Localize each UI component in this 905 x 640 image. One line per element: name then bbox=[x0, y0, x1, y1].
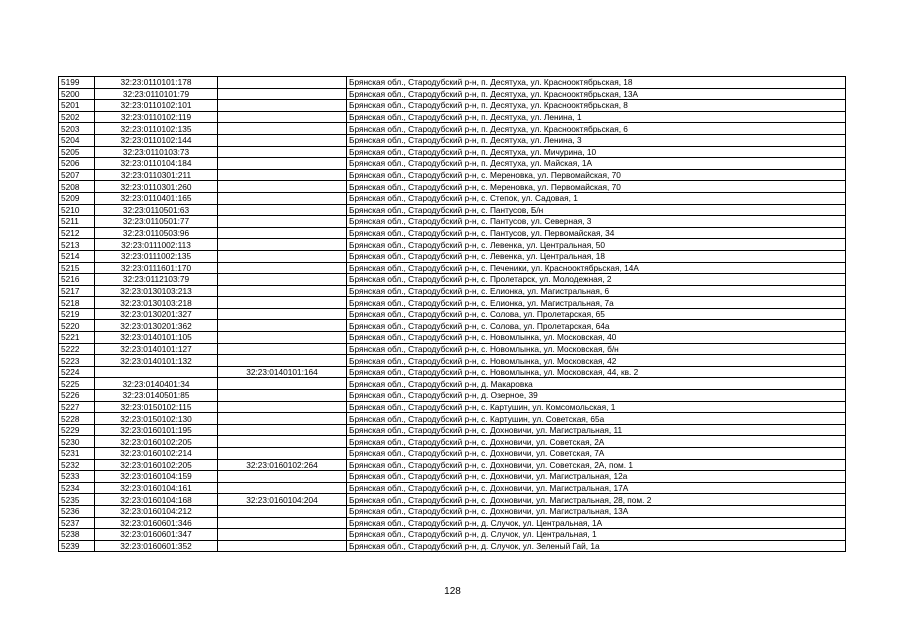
row-number-cell: 5204 bbox=[59, 134, 95, 146]
address-cell: Брянская обл., Стародубский р-н, с. Пантусов, Б/н bbox=[347, 204, 846, 216]
cadastral-number-cell: 32:23:0110104:184 bbox=[95, 158, 218, 170]
row-number-cell: 5233 bbox=[59, 471, 95, 483]
address-cell: Брянская обл., Стародубский р-н, п. Десятуха, ул. Краснооктябрьская, 6 bbox=[347, 123, 846, 135]
row-number-cell: 5238 bbox=[59, 529, 95, 541]
row-number-cell: 5205 bbox=[59, 146, 95, 158]
cadastral-number-cell: 32:23:0160601:346 bbox=[95, 517, 218, 529]
related-cadastral-number-cell bbox=[218, 448, 347, 460]
table-row bbox=[59, 297, 846, 309]
row-number-cell: 5218 bbox=[59, 297, 95, 309]
table-row bbox=[59, 390, 846, 402]
related-cadastral-number-cell bbox=[218, 192, 347, 204]
related-cadastral-number-cell bbox=[218, 181, 347, 193]
registry-table bbox=[58, 76, 846, 552]
address-cell: Брянская обл., Стародубский р-н, с. Картушин, ул. Комсомольская, 1 bbox=[347, 401, 846, 413]
related-cadastral-number-cell bbox=[218, 320, 347, 332]
table-row bbox=[59, 448, 846, 460]
address-cell: Брянская обл., Стародубский р-н, д. Случок, ул. Зеленый Гай, 1а bbox=[347, 540, 846, 552]
row-number-cell: 5239 bbox=[59, 540, 95, 552]
cadastral-number-cell: 32:23:0110102:101 bbox=[95, 100, 218, 112]
table-row bbox=[59, 366, 846, 378]
table-row bbox=[59, 204, 846, 216]
address-cell: Брянская обл., Стародубский р-н, с. Пантусов, ул. Первомайская, 34 bbox=[347, 227, 846, 239]
cadastral-number-cell: 32:23:0110301:211 bbox=[95, 169, 218, 181]
address-cell: Брянская обл., Стародубский р-н, с. Новомлынка, ул. Московская, 40 bbox=[347, 332, 846, 344]
row-number-cell: 5212 bbox=[59, 227, 95, 239]
cadastral-number-cell: 32:23:0160101:195 bbox=[95, 424, 218, 436]
table-row bbox=[59, 100, 846, 112]
cadastral-number-cell: 32:23:0130201:327 bbox=[95, 308, 218, 320]
related-cadastral-number-cell bbox=[218, 262, 347, 274]
table-row bbox=[59, 529, 846, 541]
row-number-cell: 5230 bbox=[59, 436, 95, 448]
cadastral-number-cell: 32:23:0160104:168 bbox=[95, 494, 218, 506]
address-cell: Брянская обл., Стародубский р-н, с. Елионка, ул. Магистральная, 6 bbox=[347, 285, 846, 297]
related-cadastral-number-cell bbox=[218, 505, 347, 517]
address-cell: Брянская обл., Стародубский р-н, с. Дохновичи, ул. Магистральная, 11 bbox=[347, 424, 846, 436]
cadastral-number-cell: 32:23:0110101:178 bbox=[95, 77, 218, 89]
address-cell: Брянская обл., Стародубский р-н, п. Десятуха, ул. Ленина, 3 bbox=[347, 134, 846, 146]
related-cadastral-number-cell bbox=[218, 355, 347, 367]
table-row bbox=[59, 413, 846, 425]
related-cadastral-number-cell: 32:23:0160102:264 bbox=[218, 459, 347, 471]
table-row bbox=[59, 134, 846, 146]
related-cadastral-number-cell bbox=[218, 285, 347, 297]
related-cadastral-number-cell bbox=[218, 297, 347, 309]
related-cadastral-number-cell bbox=[218, 401, 347, 413]
related-cadastral-number-cell bbox=[218, 274, 347, 286]
address-cell: Брянская обл., Стародубский р-н, с. Мереновка, ул. Первомайская, 70 bbox=[347, 181, 846, 193]
cadastral-number-cell: 32:23:0110503:96 bbox=[95, 227, 218, 239]
row-number-cell: 5231 bbox=[59, 448, 95, 460]
table-row bbox=[59, 169, 846, 181]
cadastral-number-cell: 32:23:0160102:205 bbox=[95, 436, 218, 448]
table-row bbox=[59, 320, 846, 332]
row-number-cell: 5207 bbox=[59, 169, 95, 181]
related-cadastral-number-cell bbox=[218, 378, 347, 390]
address-cell: Брянская обл., Стародубский р-н, п. Десятуха, ул. Краснооктябрьская, 18 bbox=[347, 77, 846, 89]
table-row bbox=[59, 332, 846, 344]
table-row bbox=[59, 459, 846, 471]
row-number-cell: 5216 bbox=[59, 274, 95, 286]
address-cell: Брянская обл., Стародубский р-н, д. Макаровка bbox=[347, 378, 846, 390]
related-cadastral-number-cell bbox=[218, 517, 347, 529]
related-cadastral-number-cell bbox=[218, 390, 347, 402]
page-number: 128 bbox=[444, 586, 461, 597]
cadastral-number-cell: 32:23:0150102:130 bbox=[95, 413, 218, 425]
address-cell: Брянская обл., Стародубский р-н, с. Солова, ул. Пролетарская, 64а bbox=[347, 320, 846, 332]
address-cell: Брянская обл., Стародубский р-н, с. Елионка, ул. Магистральная, 7а bbox=[347, 297, 846, 309]
address-cell: Брянская обл., Стародубский р-н, с. Дохновичи, ул. Магистральная, 13А bbox=[347, 505, 846, 517]
related-cadastral-number-cell bbox=[218, 227, 347, 239]
cadastral-number-cell: 32:23:0160104:212 bbox=[95, 505, 218, 517]
address-cell: Брянская обл., Стародубский р-н, с. Пантусов, ул. Северная, 3 bbox=[347, 216, 846, 228]
related-cadastral-number-cell bbox=[218, 540, 347, 552]
row-number-cell: 5219 bbox=[59, 308, 95, 320]
cadastral-number-cell: 32:23:0150102:115 bbox=[95, 401, 218, 413]
related-cadastral-number-cell bbox=[218, 111, 347, 123]
address-cell: Брянская обл., Стародубский р-н, с. Левенка, ул. Центральная, 50 bbox=[347, 239, 846, 251]
cadastral-number-cell: 32:23:0140501:85 bbox=[95, 390, 218, 402]
related-cadastral-number-cell bbox=[218, 158, 347, 170]
table-row bbox=[59, 262, 846, 274]
related-cadastral-number-cell bbox=[218, 134, 347, 146]
related-cadastral-number-cell bbox=[218, 250, 347, 262]
cadastral-number-cell: 32:23:0110301:260 bbox=[95, 181, 218, 193]
table-row bbox=[59, 355, 846, 367]
cadastral-number-cell: 32:23:0160102:214 bbox=[95, 448, 218, 460]
cadastral-number-cell: 32:23:0110102:119 bbox=[95, 111, 218, 123]
related-cadastral-number-cell bbox=[218, 413, 347, 425]
related-cadastral-number-cell: 32:23:0160104:204 bbox=[218, 494, 347, 506]
address-cell: Брянская обл., Стародубский р-н, п. Десятуха, ул. Краснооктябрьская, 8 bbox=[347, 100, 846, 112]
table-row bbox=[59, 181, 846, 193]
cadastral-number-cell: 32:23:0160601:352 bbox=[95, 540, 218, 552]
cadastral-number-cell: 32:23:0111601:170 bbox=[95, 262, 218, 274]
table-row bbox=[59, 471, 846, 483]
address-cell: Брянская обл., Стародубский р-н, с. Новомлынка, ул. Московская, б/н bbox=[347, 343, 846, 355]
address-cell: Брянская обл., Стародубский р-н, п. Десятуха, ул. Ленина, 1 bbox=[347, 111, 846, 123]
row-number-cell: 5222 bbox=[59, 343, 95, 355]
cadastral-number-cell: 32:23:0112103:79 bbox=[95, 274, 218, 286]
row-number-cell: 5237 bbox=[59, 517, 95, 529]
row-number-cell: 5211 bbox=[59, 216, 95, 228]
row-number-cell: 5200 bbox=[59, 88, 95, 100]
related-cadastral-number-cell bbox=[218, 100, 347, 112]
table-row bbox=[59, 216, 846, 228]
table-row bbox=[59, 227, 846, 239]
table-row bbox=[59, 146, 846, 158]
related-cadastral-number-cell bbox=[218, 424, 347, 436]
cadastral-number-cell: 32:23:0110102:144 bbox=[95, 134, 218, 146]
table-row bbox=[59, 192, 846, 204]
cadastral-number-cell: 32:23:0111002:113 bbox=[95, 239, 218, 251]
related-cadastral-number-cell bbox=[218, 529, 347, 541]
table-row bbox=[59, 424, 846, 436]
cadastral-number-cell: 32:23:0140101:127 bbox=[95, 343, 218, 355]
row-number-cell: 5225 bbox=[59, 378, 95, 390]
table-row bbox=[59, 308, 846, 320]
address-cell: Брянская обл., Стародубский р-н, с. Дохновичи, ул. Магистральная, 28, пом. 2 bbox=[347, 494, 846, 506]
address-cell: Брянская обл., Стародубский р-н, д. Озерное, 39 bbox=[347, 390, 846, 402]
row-number-cell: 5203 bbox=[59, 123, 95, 135]
cadastral-number-cell: 32:23:0110501:63 bbox=[95, 204, 218, 216]
cadastral-number-cell: 32:23:0130103:218 bbox=[95, 297, 218, 309]
table-row bbox=[59, 517, 846, 529]
table-row bbox=[59, 482, 846, 494]
table-row bbox=[59, 239, 846, 251]
table-row bbox=[59, 436, 846, 448]
cadastral-number-cell: 32:23:0140401:34 bbox=[95, 378, 218, 390]
table-row bbox=[59, 505, 846, 517]
row-number-cell: 5228 bbox=[59, 413, 95, 425]
registry-table-body bbox=[59, 77, 846, 552]
row-number-cell: 5217 bbox=[59, 285, 95, 297]
cadastral-number-cell: 32:23:0130103:213 bbox=[95, 285, 218, 297]
row-number-cell: 5223 bbox=[59, 355, 95, 367]
row-number-cell: 5221 bbox=[59, 332, 95, 344]
table-row bbox=[59, 77, 846, 89]
cadastral-number-cell: 32:23:0160102:205 bbox=[95, 459, 218, 471]
table-row bbox=[59, 88, 846, 100]
related-cadastral-number-cell bbox=[218, 146, 347, 158]
row-number-cell: 5215 bbox=[59, 262, 95, 274]
table-row bbox=[59, 540, 846, 552]
related-cadastral-number-cell bbox=[218, 239, 347, 251]
address-cell: Брянская обл., Стародубский р-н, с. Картушин, ул. Советская, 65а bbox=[347, 413, 846, 425]
related-cadastral-number-cell bbox=[218, 88, 347, 100]
related-cadastral-number-cell bbox=[218, 332, 347, 344]
row-number-cell: 5209 bbox=[59, 192, 95, 204]
table-row bbox=[59, 111, 846, 123]
cadastral-number-cell bbox=[95, 366, 218, 378]
related-cadastral-number-cell bbox=[218, 216, 347, 228]
address-cell: Брянская обл., Стародубский р-н, д. Случок, ул. Центральная, 1А bbox=[347, 517, 846, 529]
table-row bbox=[59, 123, 846, 135]
row-number-cell: 5210 bbox=[59, 204, 95, 216]
address-cell: Брянская обл., Стародубский р-н, с. Дохновичи, ул. Магистральная, 12а bbox=[347, 471, 846, 483]
related-cadastral-number-cell bbox=[218, 482, 347, 494]
address-cell: Брянская обл., Стародубский р-н, с. Мереновка, ул. Первомайская, 70 bbox=[347, 169, 846, 181]
table-row bbox=[59, 250, 846, 262]
address-cell: Брянская обл., Стародубский р-н, п. Десятуха, ул. Мичурина, 10 bbox=[347, 146, 846, 158]
row-number-cell: 5224 bbox=[59, 366, 95, 378]
row-number-cell: 5208 bbox=[59, 181, 95, 193]
related-cadastral-number-cell bbox=[218, 471, 347, 483]
address-cell: Брянская обл., Стародубский р-н, с. Левенка, ул. Центральная, 18 bbox=[347, 250, 846, 262]
table-row bbox=[59, 494, 846, 506]
address-cell: Брянская обл., Стародубский р-н, д. Случок, ул. Центральная, 1 bbox=[347, 529, 846, 541]
cadastral-number-cell: 32:23:0110401:165 bbox=[95, 192, 218, 204]
cadastral-number-cell: 32:23:0160104:159 bbox=[95, 471, 218, 483]
address-cell: Брянская обл., Стародубский р-н, с. Солова, ул. Пролетарская, 65 bbox=[347, 308, 846, 320]
related-cadastral-number-cell bbox=[218, 77, 347, 89]
row-number-cell: 5227 bbox=[59, 401, 95, 413]
row-number-cell: 5220 bbox=[59, 320, 95, 332]
cadastral-number-cell: 32:23:0110101:79 bbox=[95, 88, 218, 100]
related-cadastral-number-cell bbox=[218, 343, 347, 355]
row-number-cell: 5234 bbox=[59, 482, 95, 494]
row-number-cell: 5206 bbox=[59, 158, 95, 170]
cadastral-number-cell: 32:23:0130201:362 bbox=[95, 320, 218, 332]
address-cell: Брянская обл., Стародубский р-н, п. Десятуха, ул. Краснооктябрьская, 13А bbox=[347, 88, 846, 100]
row-number-cell: 5214 bbox=[59, 250, 95, 262]
row-number-cell: 5213 bbox=[59, 239, 95, 251]
address-cell: Брянская обл., Стародубский р-н, с. Дохновичи, ул. Советская, 2А, пом. 1 bbox=[347, 459, 846, 471]
row-number-cell: 5235 bbox=[59, 494, 95, 506]
row-number-cell: 5201 bbox=[59, 100, 95, 112]
address-cell: Брянская обл., Стародубский р-н, с. Пролетарск, ул. Молодежная, 2 bbox=[347, 274, 846, 286]
cadastral-number-cell: 32:23:0111002:135 bbox=[95, 250, 218, 262]
address-cell: Брянская обл., Стародубский р-н, с. Дохновичи, ул. Советская, 2А bbox=[347, 436, 846, 448]
related-cadastral-number-cell: 32:23:0140101:164 bbox=[218, 366, 347, 378]
row-number-cell: 5202 bbox=[59, 111, 95, 123]
related-cadastral-number-cell bbox=[218, 123, 347, 135]
table-row bbox=[59, 158, 846, 170]
cadastral-number-cell: 32:23:0110501:77 bbox=[95, 216, 218, 228]
row-number-cell: 5226 bbox=[59, 390, 95, 402]
table-row bbox=[59, 343, 846, 355]
related-cadastral-number-cell bbox=[218, 436, 347, 448]
row-number-cell: 5232 bbox=[59, 459, 95, 471]
table-row bbox=[59, 378, 846, 390]
cadastral-number-cell: 32:23:0140101:105 bbox=[95, 332, 218, 344]
table-row bbox=[59, 285, 846, 297]
row-number-cell: 5199 bbox=[59, 77, 95, 89]
address-cell: Брянская обл., Стародубский р-н, с. Новомлынка, ул. Московская, 44, кв. 2 bbox=[347, 366, 846, 378]
related-cadastral-number-cell bbox=[218, 169, 347, 181]
address-cell: Брянская обл., Стародубский р-н, с. Новомлынка, ул. Московская, 42 bbox=[347, 355, 846, 367]
cadastral-number-cell: 32:23:0160601:347 bbox=[95, 529, 218, 541]
row-number-cell: 5229 bbox=[59, 424, 95, 436]
table-row bbox=[59, 274, 846, 286]
address-cell: Брянская обл., Стародубский р-н, с. Дохновичи, ул. Советская, 7А bbox=[347, 448, 846, 460]
table-row bbox=[59, 401, 846, 413]
cadastral-number-cell: 32:23:0160104:161 bbox=[95, 482, 218, 494]
address-cell: Брянская обл., Стародубский р-н, с. Степок, ул. Садовая, 1 bbox=[347, 192, 846, 204]
row-number-cell: 5236 bbox=[59, 505, 95, 517]
related-cadastral-number-cell bbox=[218, 308, 347, 320]
address-cell: Брянская обл., Стародубский р-н, с. Печеники, ул. Краснооктябрьская, 14А bbox=[347, 262, 846, 274]
cadastral-number-cell: 32:23:0110103:73 bbox=[95, 146, 218, 158]
cadastral-number-cell: 32:23:0140101:132 bbox=[95, 355, 218, 367]
cadastral-number-cell: 32:23:0110102:135 bbox=[95, 123, 218, 135]
address-cell: Брянская обл., Стародубский р-н, п. Десятуха, ул. Майская, 1А bbox=[347, 158, 846, 170]
related-cadastral-number-cell bbox=[218, 204, 347, 216]
address-cell: Брянская обл., Стародубский р-н, с. Дохновичи, ул. Магистральная, 17А bbox=[347, 482, 846, 494]
